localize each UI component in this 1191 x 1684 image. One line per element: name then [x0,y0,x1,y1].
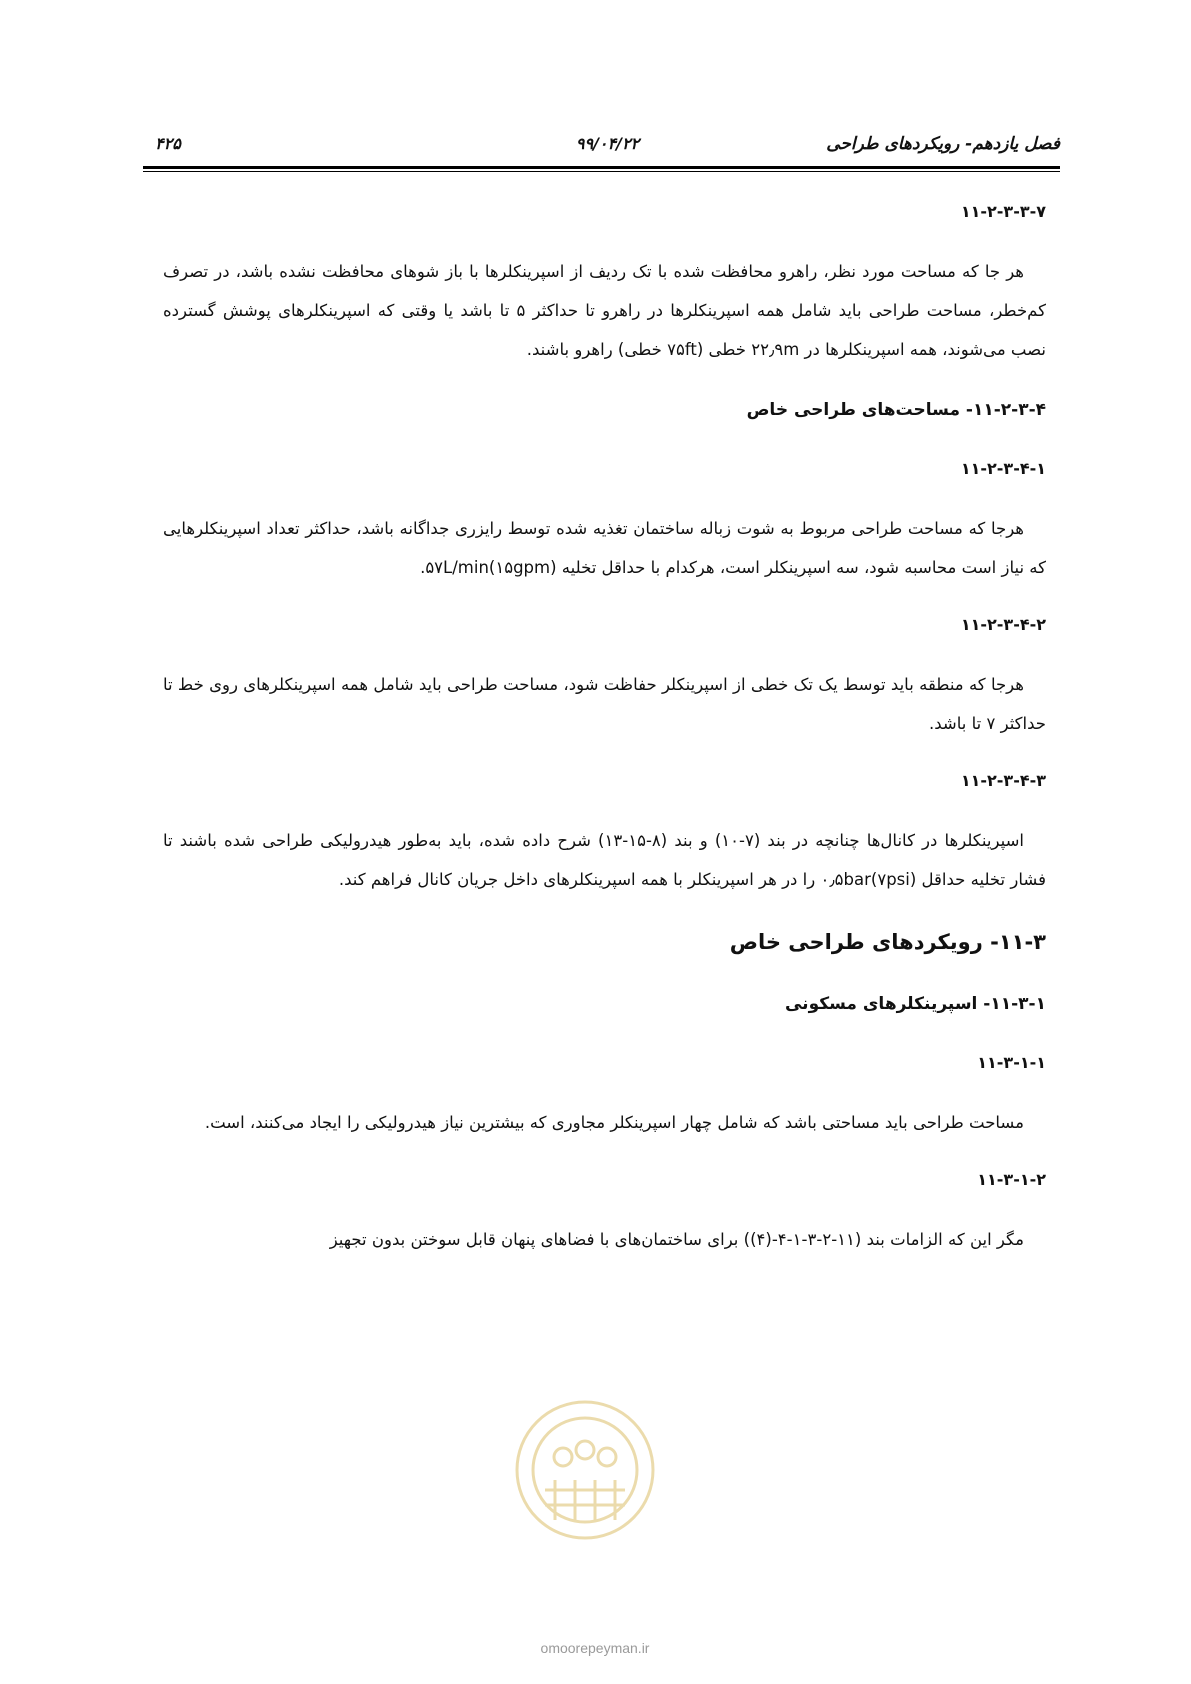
paragraph: مگر این که الزامات بند (۱۱-۲-۳-۱-۴-(۴)) برای ساختمان‌های با فضاهای پنهان قابل سوختن بدون تجهیز [329,1230,1024,1249]
document-body [163,200,1046,1285]
chapter-section-heading: ۱۱-۳- رویکردهای طراحی خاص [729,930,1046,954]
chapter-title: فصل یازدهم- رویکردهای طراحی [826,134,1060,154]
section-heading: ۱۱-۲-۳-۴- مساحت‌های طراحی خاص [746,400,1046,420]
header-rule-thick [143,166,1060,169]
watermark-seal-icon [505,1395,665,1545]
clause-number: ۱۱-۳-۱-۱ [977,1053,1046,1072]
paragraph: مساحت طراحی باید مساحتی باشد که شامل چهار اسپرینکلر مجاوری که بیشترین نیاز هیدرولیکی را ایجاد می‌کنند، است. [204,1113,1024,1132]
header-rule-thin [143,171,1060,172]
clause-number: ۱۱-۲-۳-۴-۲ [960,615,1046,634]
clause-number: ۱۱-۲-۳-۴-۳ [960,771,1046,790]
paragraph: هرجا که مساحت طراحی مربوط به شوت زباله ساختمان تغذیه شده توسط رایزری جداگانه باشد، حداکثر تعداد اسپرینکلرهایی که نیاز است محاسبه شود، سه اسپرینکلر است، هرکدام با حداقل تخلیه ۵۷L/min(۱۵gpm). [163,519,1046,577]
watermark-site: omoorepeyman.ir [540,1640,650,1656]
paragraph: هر جا که مساحت مورد نظر، راهرو محافظت شده با تک ردیف از اسپرینکلرها با باز شوهای محافظت نشده باشد، در تصرف کم‌خطر، مساحت طراحی باید شامل همه اسپرینکلرها در راهرو تا حداکثر ۵ تا باشد یا وقتی که اسپرینکلرهای پوشش گسترده نصب می‌شوند، همه اسپرینکلرها در ۲۲٫۹m خطی (۷۵ft خطی) راهرو باشند. [163,262,1047,359]
paragraph: هرجا که منطقه باید توسط یک تک خطی از اسپرینکلر حفاظت شود، مساحت طراحی باید شامل همه اسپرینکلرهای روی خط تا حداکثر ۷ تا باشد. [163,675,1046,733]
header-date: ۹۹/۰۴/۲۲ [575,134,640,153]
paragraph: اسپرینکلرها در کانال‌ها چنانچه در بند (۷-۱۰) و بند (۸-۱۵-۱۳) شرح داده شده، باید به‌طور هیدرولیکی طراحی شده باشند تا فشار تخلیه حداقل ۰٫۵bar(۷psi) را در هر اسپرینکلر با همه اسپرینکلرهای داخل جریان کانال فراهم کند. [163,831,1046,889]
clause-number: ۱۱-۲-۳-۴-۱ [960,459,1046,478]
page-number: ۴۲۵ [155,134,181,153]
clause-number: ۱۱-۲-۳-۳-۷ [960,202,1046,221]
clause-number: ۱۱-۳-۱-۲ [977,1170,1046,1189]
page-header [155,130,1060,160]
section-heading: ۱۱-۳-۱- اسپرینکلرهای مسکونی [784,994,1046,1014]
